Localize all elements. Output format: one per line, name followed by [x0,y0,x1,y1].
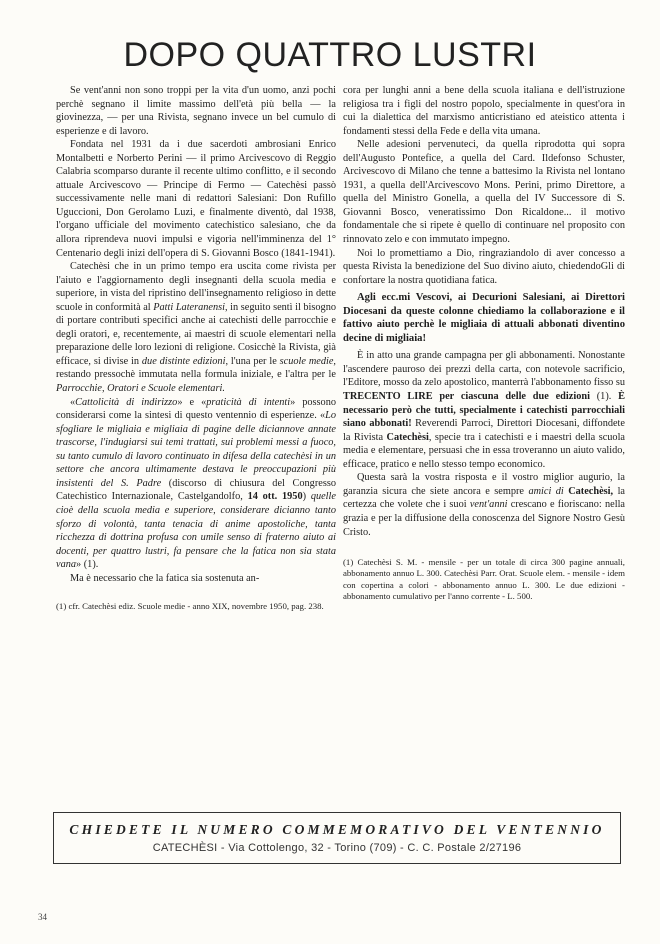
paragraph: cora per lunghi anni a bene della scuola italiana e dell'istruzione religiosa tra i figli del nostro popolo, specialmente in quest'ora in cui la dialettica del marxismo anticristiano ed ateistico attenta i fondamenti stessi della Fede e della vita umana. [343,85,625,137]
paragraph: Catechèsi che in un primo tempo era uscita come rivista per l'aiuto e l'aggiornamento degli insegnanti della scuola media e superiore, in vista del ripristino dell'insegnamento religioso in dette scuole in conformità al Patti Lateranensi, in seguito sentì il bisogno di portare contributi specifici anche ai catechisti delle parrocchie e degli oratori, e, recentemente, ai maestri di scuole elementari nella preparazione delle loro lezioni di religione. Cosicchè la Rivista, già efficace, si divise in due distinte edizioni, l'una per le scuole medie, restando pressochè immutata nella formula iniziale, e l'altra per le Parrocchie, Oratori e Scuole elementari. [56,261,336,395]
commemorative-issue-box [53,812,621,864]
box-title: CHIEDETE IL NUMERO COMMEMORATIVO DEL VENTENNIO [69,822,605,837]
right-column [343,84,625,603]
left-column [56,84,336,613]
paragraph: «Cattolicità di indirizzo» e «praticità di intenti» possono considerarsi come la sintesi di questo ventennio di esperienze. «Lo sfogliare le migliaia e migliaia di pagine delle diciannove annate trascorse, l'indugiarsi sui temi trattati, sui problemi messi a fuoco, su tanto cumulo di lavoro continuato in difesa della catechèsi in un settore che ancora ultimamente destava le preoccupazioni più insistenti del S. Padre (discorso di chiusura del Congresso Catechistico Internazionale, Castelgandolfo, 14 ott. 1950) quelle cioè della scuola media e superiore, considerare dicianno tanto sforzo di volontà, tanta tenacia di anime apostoliche, tanta ricchezza di dottrina profusa con umile senso di fraterno aiuto ai docenti, per quattro lustri, fa pensare che la fatica non sia stata vana» (1). [56,396,337,571]
paragraph: Questa sarà la vostra risposta e il vostro miglior augurio, la garanzia sicura che siete ancora e sempre amici di Catechèsi, la certezza che volete che i suoi vent'anni crescano e fioriscano: nella grazia e per la diffusione della conoscenza del Signore Nostro Gesù Cristo. [343,472,625,538]
appeal-paragraph: Agli ecc.mi Vescovi, ai Decurioni Salesiani, ai Direttori Diocesani da queste colonne chiediamo la collaborazione e il fattivo aiuto perchè le migliaia di attuali abbonati diventino decine di migliaia! [343,292,625,344]
footnote: (1) cfr. Catechèsi ediz. Scuole medie - anno XIX, novembre 1950, pag. 238. [56,601,324,612]
paragraph: Se vent'anni non sono troppi per la vita d'un uomo, anzi pochi perchè segnano il limite massimo dell'età più bella — la giovinezza, — per una Rivista, segnano invece un bel cumulo di esperienze e di lavoro. [56,85,336,137]
page-number: 34 [38,912,47,922]
page-title: DOPO QUATTRO LUSTRI [123,36,537,74]
paragraph: È in atto una grande campagna per gli abbonamenti. Nonostante l'ascendere pauroso dei prezzi della carta, con notevole sacrificio, l'Editore, mosso da zelo apostolico, manterrà l'abbonamento fisso su TRECENTO LIRE per ciascuna delle due edizioni (1). È necessario però che tutti, specialmente i catechisti parrocchiali siano abbonati! Reverendi Parroci, Direttori Diocesani, diffondete la Rivista Catechèsi, specie tra i catechisti e i maestri della scuola media e elementare, persuasi che in essa troveranno un aiuto valido, efficace, pratico e nello stesso tempo economico. [343,350,626,470]
paragraph: Ma è necessario che la fatica sia sostenuta an- [70,572,260,584]
box-address: CATECHÈSI - Via Cottolengo, 32 - Torino (709) - C. C. Postale 2/27196 [152,842,522,854]
paragraph: Noi lo promettiamo a Dio, ringraziandolo di aver concesso a questa Rivista la benedizione del Suo divino aiuto, chiedendoGli di confortare la nostra quotidiana fatica. [343,247,625,286]
paragraph: Fondata nel 1931 da i due sacerdoti ambrosiani Enrico Montalbetti e Norberto Perini — il primo Arcivescovo di Reggio Calabria scomparso durante il recente ultimo conflitto, e il secondo attuale Arcivescovo — Principe di Fermo — Catechèsi passò successivamente nelle mani di redattori Salesiani: Don Rufillo Uguccioni, Don Gerolamo Luzi, e finalmente diventò, dal 1938, l'organo ufficiale del movimento catechistico salesiano, che da allora riprendeva nuovi impulsi e vigoria nell'imminenza del 1° Centenario degli inizi dell'opera di S. Giovanni Bosco (1841-1941). [56,139,336,259]
paragraph: Nelle adesioni pervenuteci, da quella riprodotta qui sopra dell'Augusto Pontefice, a quella del Card. Ildefonso Schuster, Arcivescovo di Milano che tenne a battesimo la Rivista nel lontano 1931, a quella dell'Arcivescovo Mons. Perini, primo Direttore, a quella del Ministro Gonella, a quella del IV Successore di S. Giovanni Bosco, veneratissimo Don Ricaldone... il motivo fondamentale che si ripete è quello di continuare nel proposito con rinnovato zelo e con immutato impegno. [343,139,625,246]
footnote: (1) Catechèsi S. M. - mensile - per un totale di circa 300 pagine annuali, abbonamento annuo L. 300. Catechèsi Parr. Orat. Scuole elem. - mensile - idem con copertina a colori - abbonamento annuo L. 300. Le due edizioni - abbonamento cumulativo per l'anno corrente - L. 500. [343,557,625,602]
